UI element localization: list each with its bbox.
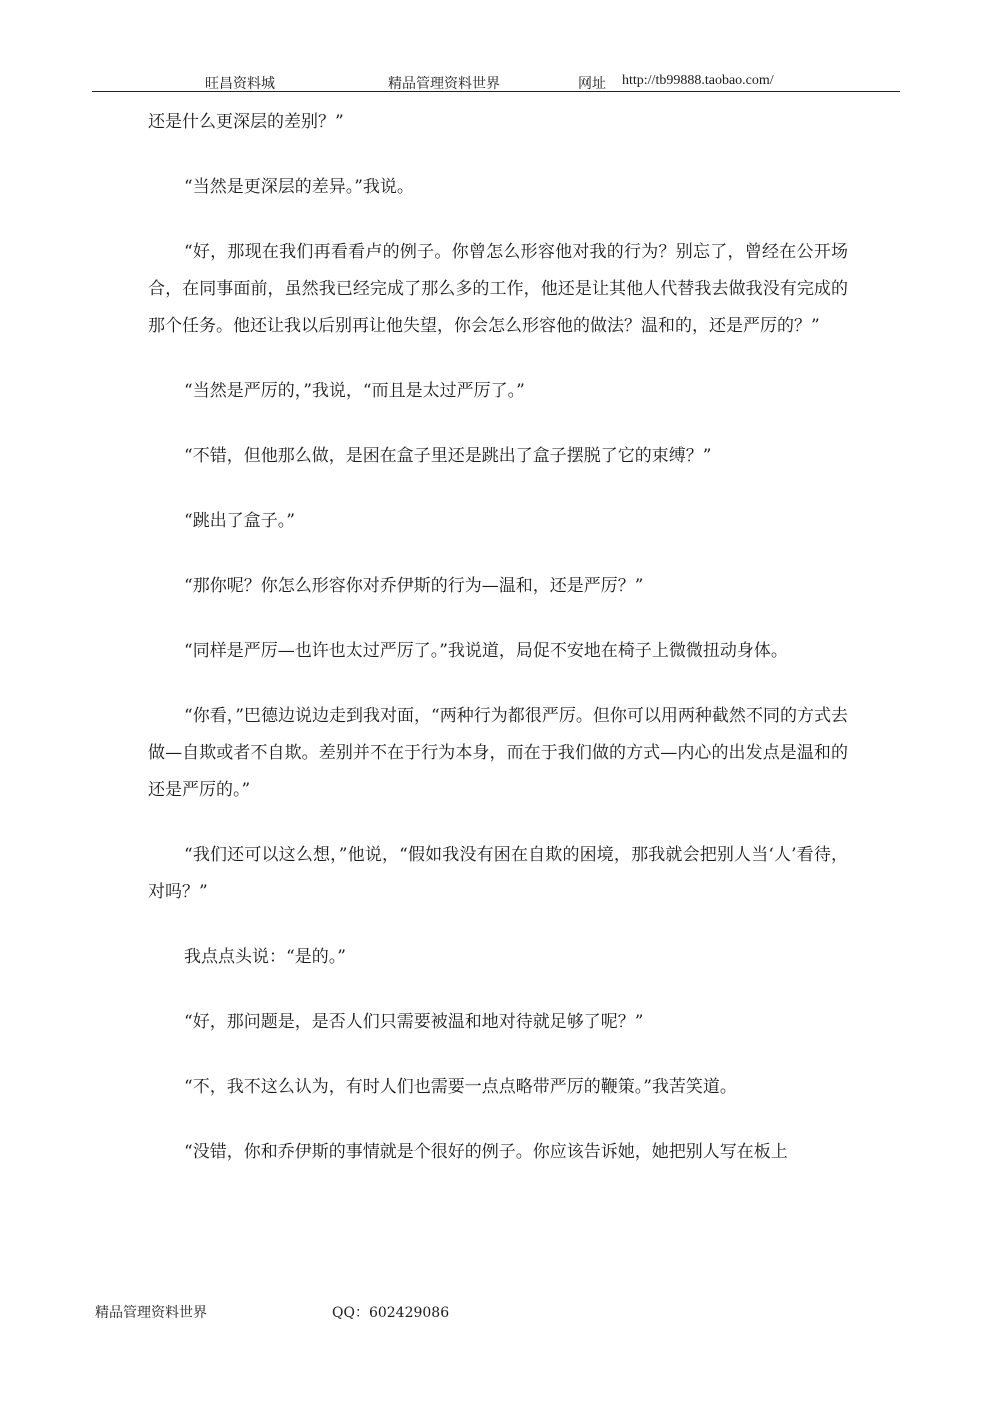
paragraph: “跳出了盒子。”	[184, 511, 295, 531]
paragraph: “你看，”巴德边说边走到我对面，“两种行为都很严厉。但你可以用两种截然不同的方式去做—自欺或者不自欺。差别并不在于行为本身，而在于我们做的方式—内心的出发点是温和的还是严厉的。”	[148, 706, 848, 800]
paragraph: “不错，但他那么做，是困在盒子里还是跳出了盒子摆脱了它的束缚？”	[184, 446, 712, 466]
page-header	[0, 70, 992, 92]
paragraph: “那你呢？你怎么形容你对乔伊斯的行为—温和，还是严厉？”	[184, 576, 644, 596]
paragraph: “好，那现在我们再看看卢的例子。你曾怎么形容他对我的行为？别忘了，曾经在公开场合，在同事面前，虽然我已经完成了那么多的工作，他还是让其他人代替我去做我没有完成的那个任务。他还让我以后别再让他失望，你会怎么形容他的做法？温和的，还是严厉的？”	[148, 242, 848, 336]
header-url-link[interactable]: http://tb99888.taobao.com/	[622, 73, 774, 88]
document-body	[148, 104, 848, 1199]
header-title: 精品管理资料世界	[388, 76, 500, 92]
header-site-name: 旺昌资料城	[205, 76, 275, 92]
footer-qq: QQ：602429086	[332, 1305, 450, 1321]
paragraph: “没错，你和乔伊斯的事情就是个很好的例子。你应该告诉她，她把别人写在板上	[184, 1142, 788, 1162]
paragraph: “当然是更深层的差异。”我说。	[184, 177, 414, 197]
header-url-label: 网址	[578, 76, 606, 92]
paragraph: “同样是严厉—也许也太过严厉了。”我说道，局促不安地在椅子上微微扭动身体。	[184, 641, 788, 661]
paragraph: “好，那问题是，是否人们只需要被温和地对待就足够了呢？”	[184, 1012, 644, 1032]
footer-site-name: 精品管理资料世界	[95, 1305, 207, 1321]
paragraph: 还是什么更深层的差别？”	[148, 112, 344, 132]
paragraph: 我点点头说：“是的。”	[184, 947, 346, 967]
header-divider	[92, 91, 900, 92]
paragraph: “不，我不这么认为，有时人们也需要一点点略带严厉的鞭策。”我苦笑道。	[184, 1077, 737, 1097]
paragraph: “当然是严厉的，”我说，“而且是太过严厉了。”	[184, 381, 525, 401]
paragraph: “我们还可以这么想，”他说，“假如我没有困在自欺的困境，那我就会把别人当‘人’看待，对吗？”	[148, 845, 848, 902]
